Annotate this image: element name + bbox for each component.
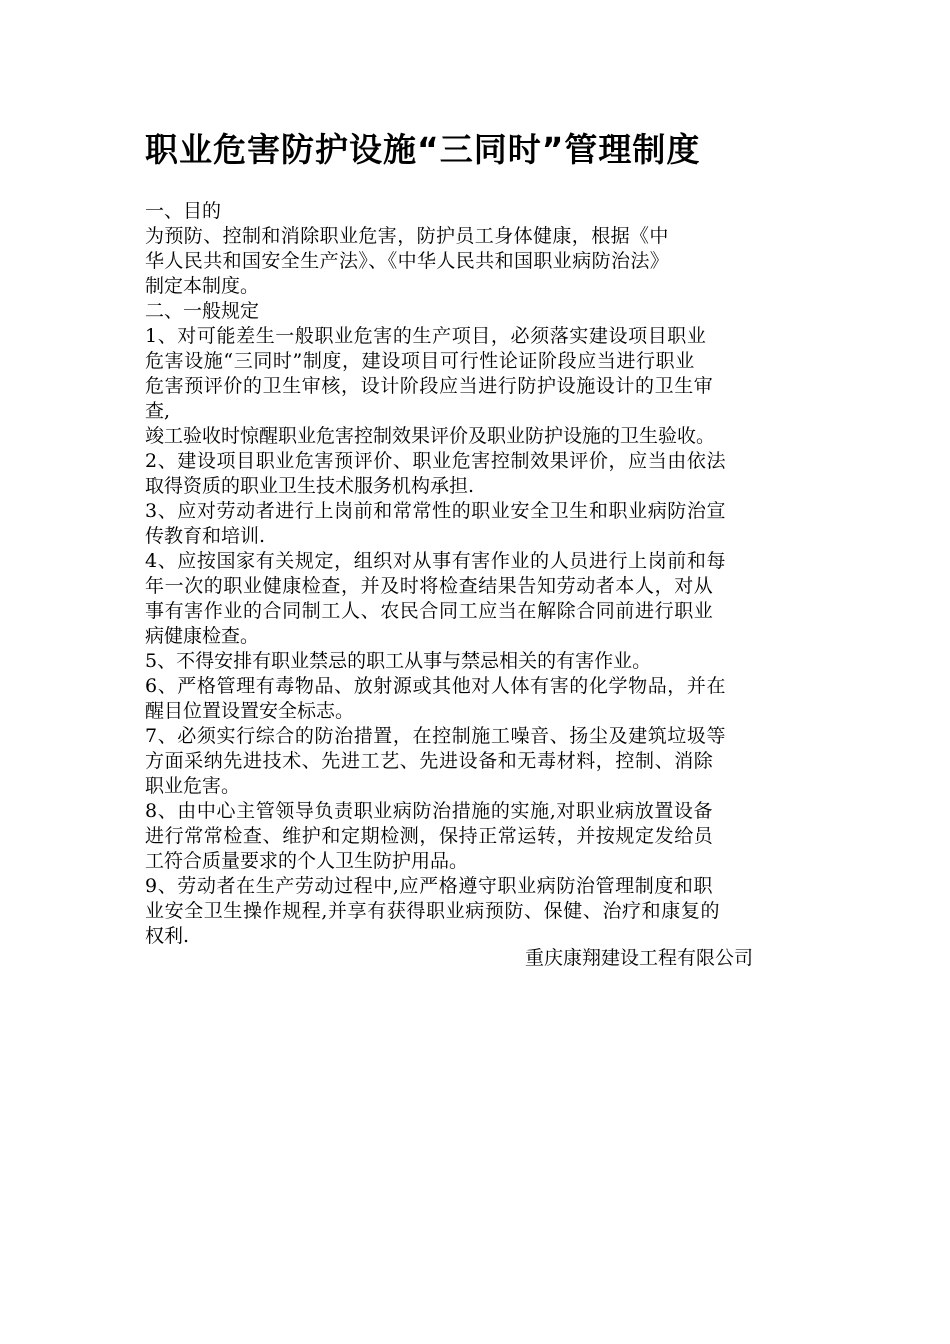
paragraph-line: 3、应对劳动者进行上岗前和常常性的职业安全卫生和职业病防治宣 — [145, 500, 727, 522]
paragraph-line: 醒目位置设置安全标志。 — [145, 700, 355, 722]
paragraph-line: 职业危害。 — [145, 775, 241, 797]
paragraph-line: 为预防、控制和消除职业危害，防护员工身体健康，根据《中 — [145, 225, 669, 247]
paragraph-line: 华人民共和国安全生产法》、《中华人民共和国职业病防治法》 — [145, 250, 670, 272]
company-signature: 重庆康翔建设工程有限公司 — [525, 947, 754, 969]
paragraph-line: 1、对可能差生一般职业危害的生产项目，必须落实建设项目职业 — [145, 325, 707, 347]
paragraph-line: 传教育和培训. — [145, 525, 266, 547]
paragraph-line: 年一次的职业健康检查，并及时将检查结果告知劳动者本人，对从 — [145, 575, 714, 597]
document-body — [145, 199, 817, 949]
paragraph-line: 6、严格管理有毒物品、放射源或其他对人体有害的化学物品，并在 — [145, 675, 727, 697]
paragraph-line: 4、应按国家有关规定，组织对从事有害作业的人员进行上岗前和每 — [145, 550, 727, 572]
paragraph-line: 竣工验收时惊醒职业危害控制效果评价及职业防护设施的卫生验收。 — [145, 425, 716, 447]
paragraph-line: 权利. — [145, 925, 190, 947]
section-heading-purpose: 一、目的 — [145, 200, 222, 222]
paragraph-line: 病健康检查。 — [145, 625, 260, 647]
paragraph-line: 方面采纳先进技术、先进工艺、先进设备和无毒材料，控制、消除 — [145, 750, 714, 772]
paragraph-line: 危害预评价的卫生审核，设计阶段应当进行防护设施设计的卫生审 — [145, 375, 714, 397]
paragraph-line: 业安全卫生操作规程,并享有获得职业病预防、保健、治疗和康复的 — [145, 900, 721, 922]
paragraph-line: 7、必须实行综合的防治措置，在控制施工噪音、扬尘及建筑垃圾等 — [145, 725, 727, 747]
document-title: 职业危害防护设施“三同时”管理制度 — [145, 130, 701, 169]
paragraph-line: 危害设施“三同时”制度，建设项目可行性论证阶段应当进行职业 — [145, 350, 695, 372]
paragraph-line: 事有害作业的合同制工人、农民合同工应当在解除合同前进行职业 — [145, 600, 714, 622]
paragraph-line: 工符合质量要求的个人卫生防护用品。 — [145, 850, 469, 872]
section-heading-general: 二、一般规定 — [145, 300, 260, 322]
paragraph-line: 9、劳动者在生产劳动过程中,应严格遵守职业病防治管理制度和职 — [145, 875, 714, 897]
paragraph-line: 查, — [145, 400, 171, 422]
paragraph-line: 取得资质的职业卫生技术服务机构承担. — [145, 475, 475, 497]
paragraph-line: 2、建设项目职业危害预评价、职业危害控制效果评价，应当由依法 — [145, 450, 727, 472]
paragraph-line: 进行常常检查、维护和定期检测，保持正常运转，并按规定发给员 — [145, 825, 714, 847]
paragraph-line: 8、由中心主管领导负责职业病防治措施的实施,对职业病放置设备 — [145, 800, 714, 822]
paragraph-line: 制定本制度。 — [145, 275, 260, 297]
paragraph-line: 5、不得安排有职业禁忌的职工从事与禁忌相关的有害作业。 — [145, 650, 652, 672]
